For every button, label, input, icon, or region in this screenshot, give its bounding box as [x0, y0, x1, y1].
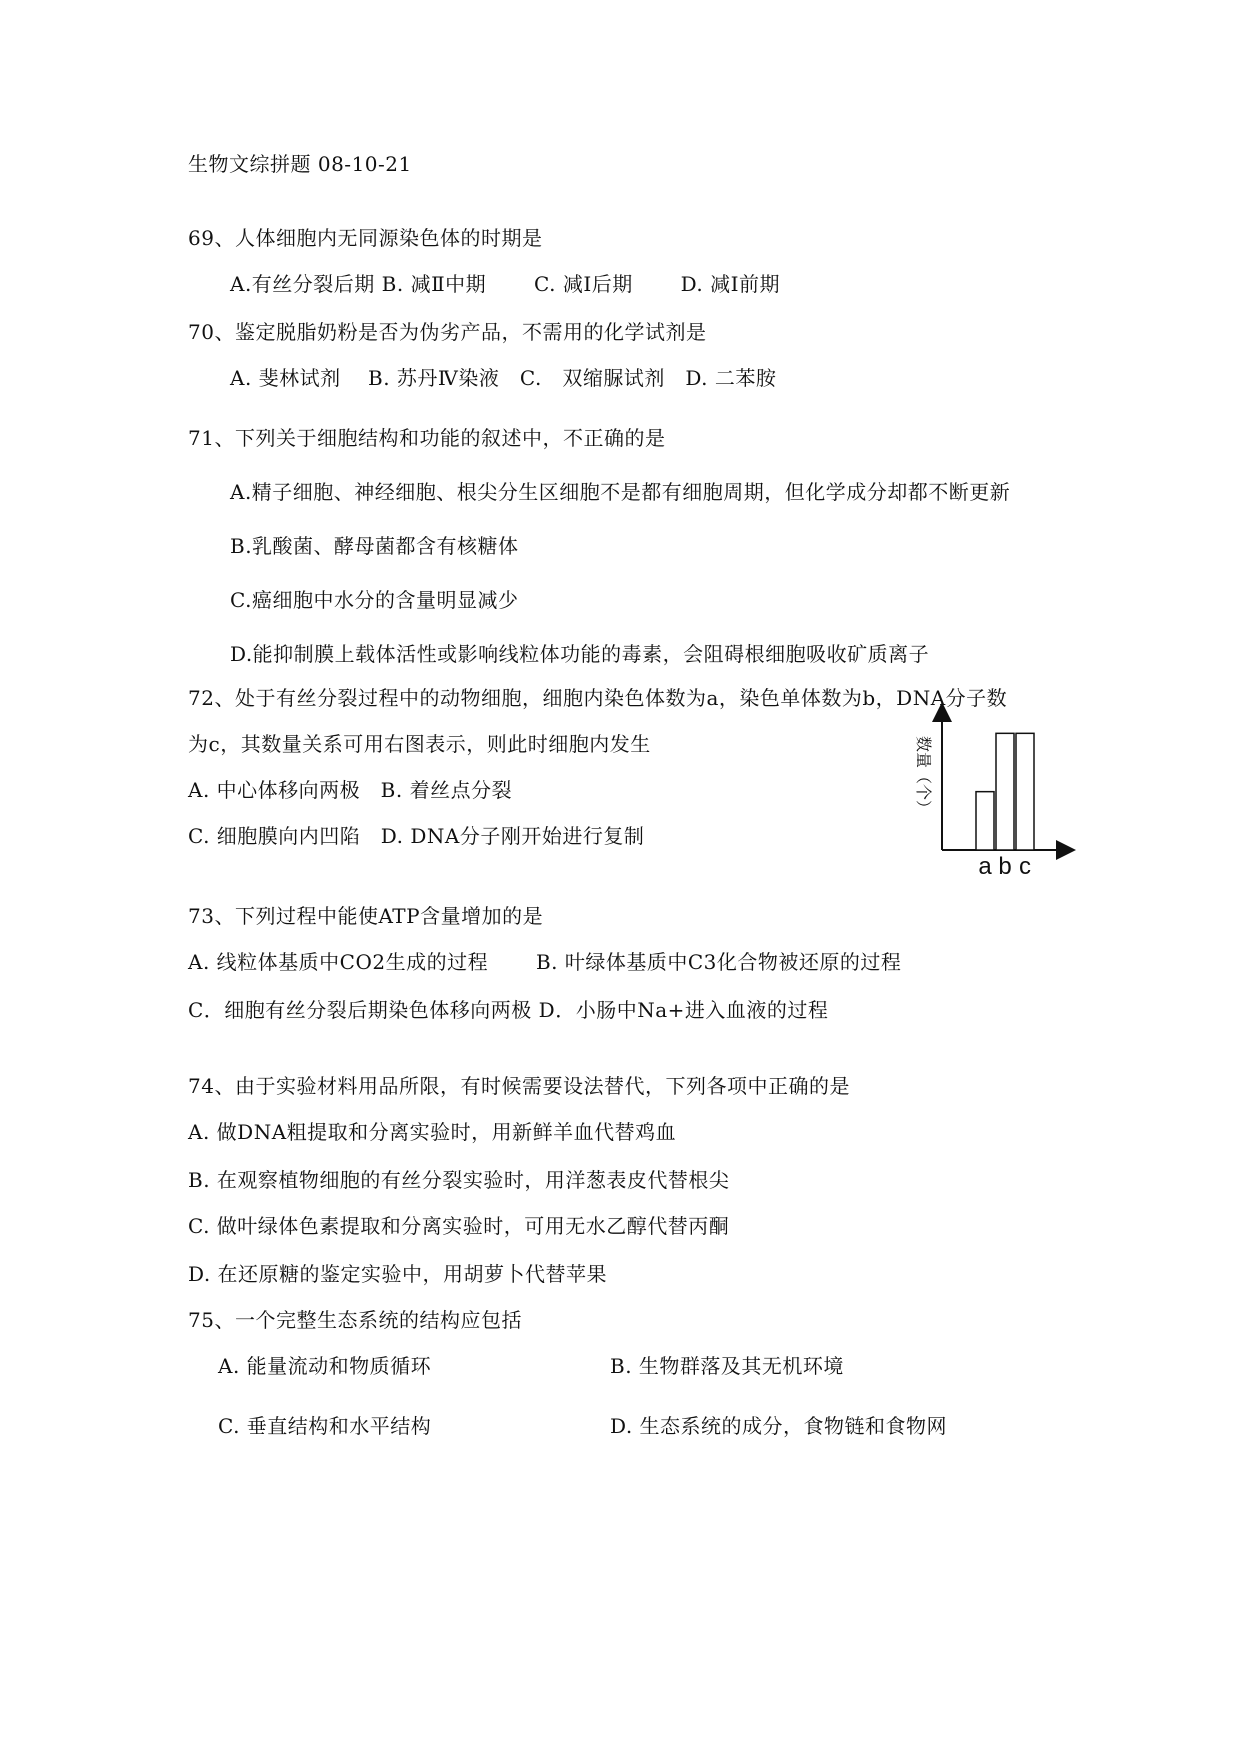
q71-option-b: B.乳酸菌、酵母菌都含有核糖体: [230, 534, 519, 558]
q71-option-c: C.癌细胞中水分的含量明显减少: [230, 588, 519, 612]
bar-b: [996, 733, 1014, 850]
bar-c: [1016, 733, 1034, 850]
document-header: 生物文综拼题 08-10-21: [188, 152, 412, 176]
q72-options-cd: C. 细胞膜向内凹陷 D. DNA分子刚开始进行复制: [188, 824, 645, 848]
q71-option-a: A.精子细胞、神经细胞、根尖分生区细胞不是都有细胞周期，但化学成分却都不断更新: [230, 480, 1011, 504]
q74-option-d: D. 在还原糖的鉴定实验中，用胡萝卜代替苹果: [188, 1262, 608, 1286]
q72-options-ab: A. 中心体移向两极 B. 着丝点分裂: [188, 778, 513, 802]
q72-bar-chart: [900, 700, 1080, 880]
q75-option-b: B. 生物群落及其无机环境: [610, 1354, 844, 1378]
q73-options-ab: A. 线粒体基质中CO2生成的过程 B. 叶绿体基质中C3化合物被还原的过程: [188, 950, 902, 974]
q71-stem: 71、下列关于细胞结构和功能的叙述中，不正确的是: [188, 426, 666, 450]
x-tick-label-b: b: [998, 853, 1012, 880]
q73-options-cd: C．细胞有丝分裂后期染色体移向两极 D．小肠中Na+进入血液的过程: [188, 998, 829, 1022]
q75-option-c: C. 垂直结构和水平结构: [218, 1414, 432, 1438]
q74-option-a: A. 做DNA粗提取和分离实验时，用新鲜羊血代替鸡血: [188, 1120, 677, 1144]
x-tick-label-a: a: [978, 853, 992, 880]
x-tick-label-c: c: [1019, 853, 1031, 880]
q74-option-c: C. 做叶绿体色素提取和分离实验时，可用无水乙醇代替丙酮: [188, 1214, 730, 1238]
q69-stem: 69、人体细胞内无同源染色体的时期是: [188, 226, 543, 250]
q69-options: A.有丝分裂后期 B. 减Ⅱ中期 C. 减Ⅰ后期 D. 减Ⅰ前期: [230, 272, 781, 296]
q75-stem: 75、一个完整生态系统的结构应包括: [188, 1308, 522, 1332]
q75-option-d: D. 生态系统的成分，食物链和食物网: [610, 1414, 948, 1438]
q75-option-a: A. 能量流动和物质循环: [218, 1354, 432, 1378]
q74-option-b: B. 在观察植物细胞的有丝分裂实验时，用洋葱表皮代替根尖: [188, 1168, 730, 1192]
q70-options: A. 斐林试剂 B. 苏丹Ⅳ染液 C. 双缩脲试剂 D. 二苯胺: [230, 366, 777, 390]
q74-stem: 74、由于实验材料用品所限，有时候需要设法替代，下列各项中正确的是: [188, 1074, 850, 1098]
q71-option-d: D.能抑制膜上载体活性或影响线粒体功能的毒素，会阻碍根细胞吸收矿质离子: [230, 642, 930, 666]
x-labels-group: [978, 853, 1031, 880]
q73-stem: 73、下列过程中能使ATP含量增加的是: [188, 904, 544, 928]
bar-a: [976, 792, 994, 850]
q72-stem-line2: 为c，其数量关系可用右图表示，则此时细胞内发生: [188, 732, 651, 756]
q72-stem-line1: 72、处于有丝分裂过程中的动物细胞，细胞内染色体数为a，染色单体数为b，DNA分子数: [188, 686, 1008, 710]
y-axis-label: 数量（个）: [914, 736, 931, 817]
bars-group: [976, 733, 1034, 850]
q70-stem: 70、鉴定脱脂奶粉是否为伪劣产品，不需用的化学试剂是: [188, 320, 707, 344]
